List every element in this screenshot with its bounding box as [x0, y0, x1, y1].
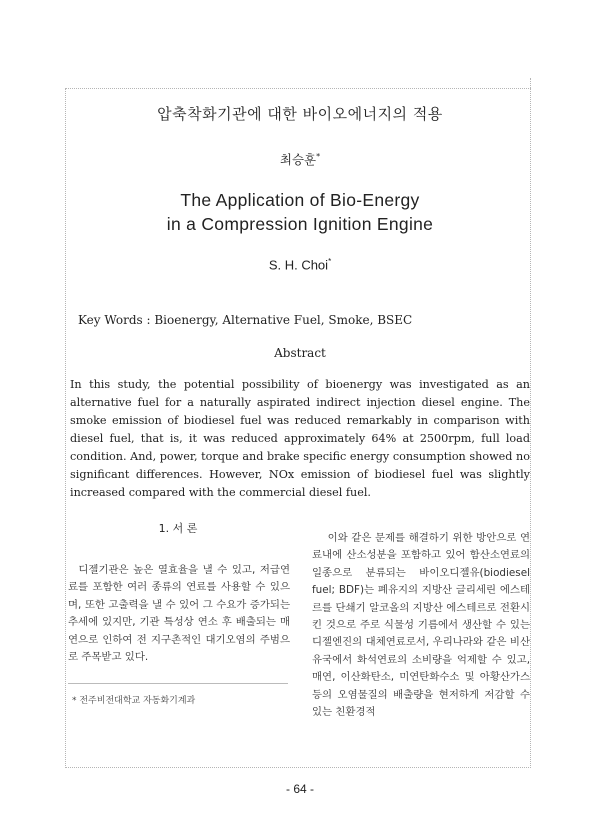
- abstract-heading: Abstract: [274, 346, 326, 360]
- korean-author-name: 최승훈: [279, 152, 317, 167]
- korean-author: [0, 150, 600, 168]
- left-column: [68, 562, 290, 666]
- footnote-text: * 전주비전대학교 자동화기계과: [72, 696, 196, 706]
- author-footnote-mark: *: [316, 151, 321, 161]
- korean-title: 압축착화기관에 대한 바이오에너지의 적용: [157, 105, 443, 123]
- footnote-separator: [68, 683, 288, 684]
- abstract-body: In this study, the potential possibility of bioenergy was investigated as an alternative fuel for a naturally aspirated indirect injection diesel engine. The smoke emission of biodiesel fuel was reduced remarkably in comparison with diesel fuel, that is, it was reduced approximately 64% at 2500rpm, full load condition. And, power, torque and brake specific energy consumption showed no significant differences. However, NOx emission of biodiesel fuel was slightly increased compared with the commercial diesel fuel.: [70, 378, 530, 499]
- keywords: Key Words : Bioenergy, Alternative Fuel, Smoke, BSEC: [78, 313, 413, 327]
- page-number: - 64 -: [285, 782, 314, 796]
- english-title-line1: The Application of Bio-Energy: [180, 190, 420, 210]
- english-title: [0, 188, 600, 236]
- english-author-mark: *: [328, 257, 332, 266]
- english-author: [0, 257, 600, 272]
- english-title-line2: in a Compression Ignition Engine: [166, 214, 434, 234]
- right-column-paragraph: 이와 같은 문제를 해결하기 위한 방안으로 연료내에 산소성분을 포함하고 있어 함산소연료의 일종으로 분류되는 바이오디젤유(biodiesel fuel; BDF)는 폐유지의 지방산 글리세린 에스테르를 단쇄기 알코올의 지방산 에스테르로 전환시킨 것으로 주로 식물성 기름에서 생산할 수 있는 디젤엔진의 대체연료로서, 우리나라와 같은 비산유국에서 화석연료의 소비량을 억제할 수 있고, 매연, 이산화탄소, 미연탄화수소 및 아황산가스 등의 오염물질의 배출량을 현저하게 저감할 수 있는 친환경적: [312, 532, 530, 719]
- section-heading: 1. 서 론: [158, 522, 198, 535]
- english-author-name: S. H. Choi: [268, 257, 329, 273]
- right-column: [312, 530, 530, 721]
- frame-corner-line: [530, 78, 531, 88]
- left-column-paragraph: 디젤기관은 높은 열효율을 낼 수 있고, 저급연료를 포함한 여러 종류의 연료를 사용할 수 있으며, 또한 고출력을 낼 수 있어 그 수요가 증가되는 추세에 있지만, 기관 특성상 연소 후 배출되는 매연으로 인하여 전 지구촌적인 대기오염의 주범으로 주목받고 있다.: [68, 564, 290, 664]
